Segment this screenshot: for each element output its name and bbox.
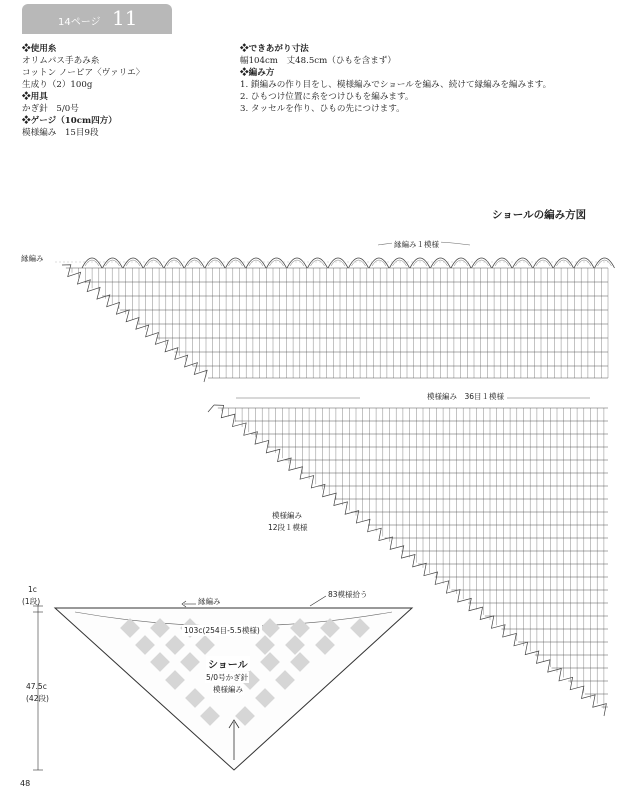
scallop-mark (595, 258, 615, 268)
pattern-repeat-label: 模様編み 36目１模様 (424, 391, 507, 402)
dim-side-rows: (42段) (26, 694, 49, 703)
stitch-name: 模様編み (213, 685, 243, 694)
yarn-line: 生成り（2）100g (22, 80, 93, 90)
tools-heading: ❖用具 (22, 92, 48, 102)
size-text: 幅104cm 丈48.5cm（ひもを含まず） (240, 56, 396, 66)
pattern-rows-label: 12段１模様 (268, 523, 308, 532)
shawl-name: ショール (206, 656, 250, 671)
pattern-number: 11 (112, 6, 138, 30)
pointer-line (310, 596, 326, 606)
diagonal-zigzag (208, 405, 214, 412)
scallop-mark (82, 258, 102, 268)
shawl-schematic (33, 596, 412, 770)
scallop-mark (513, 258, 533, 268)
dim-side: 47.5c (26, 682, 47, 691)
scallop-mark (431, 258, 451, 268)
scallop-mark (472, 258, 492, 268)
scallop-mark (103, 258, 123, 268)
method-heading: ❖編み方 (240, 68, 275, 78)
scallop-mark (328, 258, 348, 268)
scallop-mark (308, 258, 328, 268)
edge-label: 縁編み (21, 254, 44, 263)
width-label: 103c(254目-5.5模様) (184, 626, 260, 635)
hook-size: 5/0号かぎ針 (206, 673, 249, 682)
tools-line: かぎ針 5/0号 (22, 104, 79, 114)
scallop-mark (205, 258, 225, 268)
scallop-mark (144, 258, 164, 268)
scallop-mark (410, 258, 430, 268)
scallop-mark (246, 258, 266, 268)
scallop-mark (369, 258, 389, 268)
scallop-mark (349, 258, 369, 268)
diagram-title: ショールの編み方図 (492, 209, 587, 221)
scallop-mark (533, 258, 553, 268)
chart-upper-band (66, 268, 608, 378)
scallop-mark (123, 258, 143, 268)
method-step: 1. 鎖編みの作り目をし、模様編みでショールを編み、続けて縁編みを編みます。 (240, 80, 552, 90)
method-step: 2. ひもつけ位置に糸をつけひもを編みます。 (240, 92, 414, 102)
scallop-mark (390, 258, 410, 268)
scallop-mark (451, 258, 471, 268)
schematic-edge-label: 縁編み (198, 597, 221, 606)
scallop-mark (164, 258, 184, 268)
scallop-mark (574, 258, 594, 268)
dim-top: 1c (28, 585, 37, 594)
scallop-mark (267, 258, 287, 268)
scallop-mark (185, 258, 205, 268)
scallop-mark (554, 258, 574, 268)
size-heading: ❖できあがり寸法 (240, 44, 309, 54)
yarn-heading: ❖使用糸 (22, 44, 57, 54)
method-step: 3. タッセルを作り、ひもの先につけます。 (240, 104, 405, 114)
edge-repeat-label: 縁編み１模様 (394, 240, 439, 249)
pattern-rows-label: 模様編み (272, 511, 302, 520)
gauge-line: 模様編み 15目9段 (22, 128, 99, 138)
scallop-mark (492, 258, 512, 268)
gauge-heading: ❖ゲージ（10cm四方） (22, 116, 117, 126)
yarn-line: オリムパス手あみ糸 (22, 56, 100, 66)
yarn-line: コットン ノーピア〈ヴァリエ〉 (22, 68, 145, 78)
diagonal-zigzag (62, 265, 207, 382)
scallop-mark (226, 258, 246, 268)
page-number: 48 (20, 779, 31, 788)
pickup-label: 83模様拾う (328, 590, 368, 599)
scallop-mark (287, 258, 307, 268)
dim-top-rows: (1段) (22, 597, 41, 606)
page-reference: 14ページ (58, 17, 101, 28)
